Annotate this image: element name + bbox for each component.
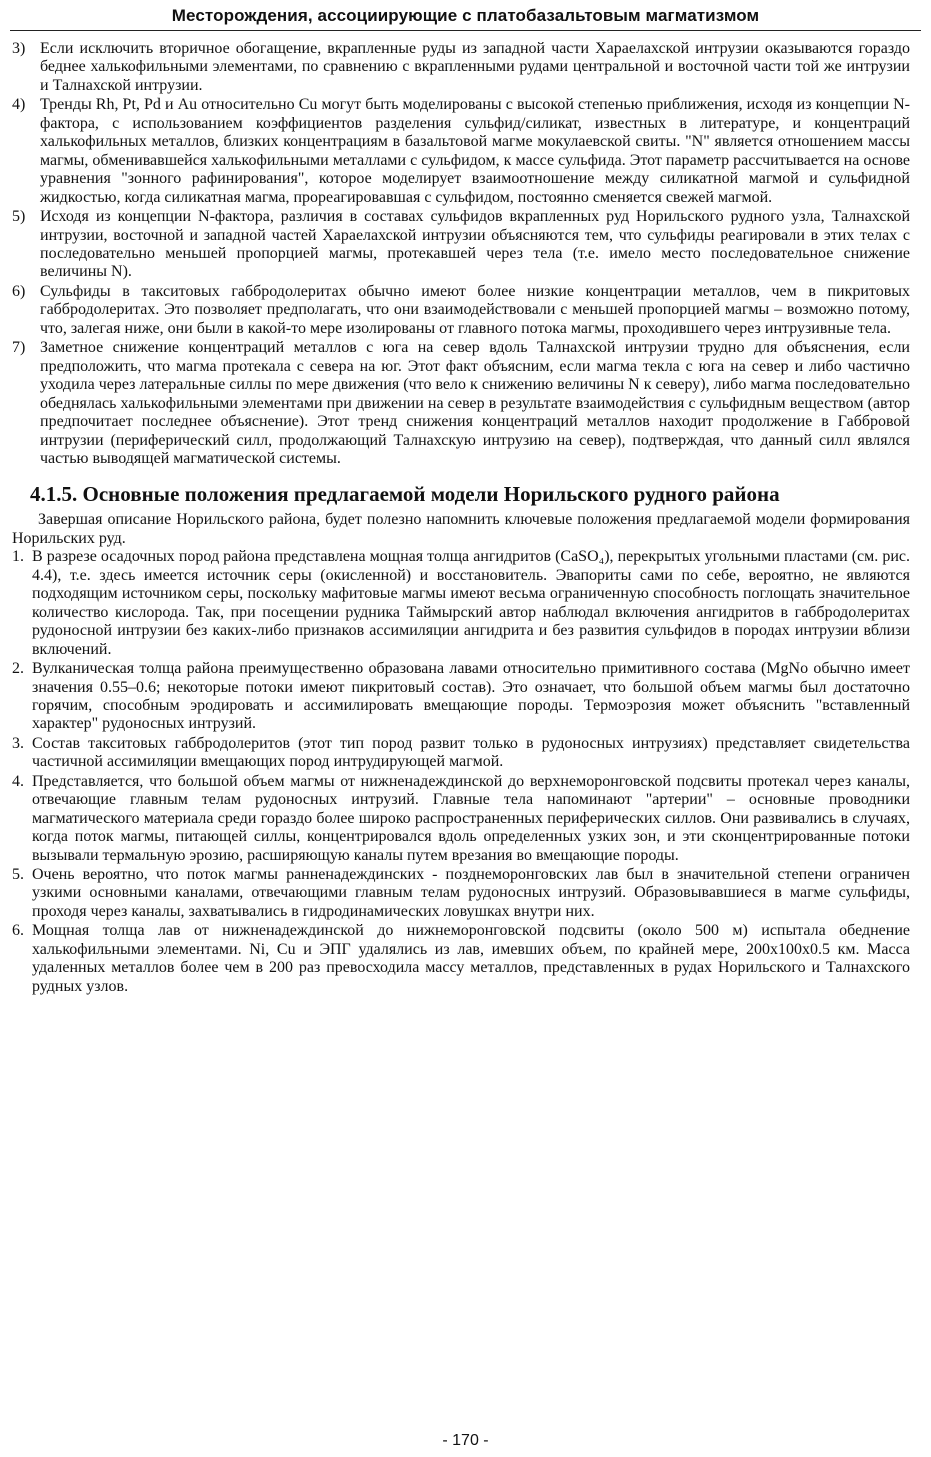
header-rule (10, 30, 921, 31)
page-body (12, 40, 910, 997)
item-number: 4) (12, 96, 26, 114)
list-item (12, 283, 910, 338)
page-number: - 170 - (442, 1432, 489, 1449)
item-number: 6. (12, 922, 24, 940)
running-head: Месторождения, ассоциирующие с платобазальтовым магматизмом (171, 6, 760, 25)
item-number: 6) (12, 282, 26, 300)
item-number: 3. (12, 734, 24, 752)
section-heading: 4.1.5. Основные положения предлагаемой модели Норильского рудного района (30, 482, 780, 507)
intro-paragraph: Завершая описание Норильского района, будет полезно напомнить ключевые положения предлагаемой модели формирования Норильских руд. (12, 511, 910, 547)
item-number: 5. (12, 866, 24, 884)
item-number: 3) (12, 40, 26, 57)
list-item (12, 773, 910, 865)
list-item (12, 548, 910, 659)
findings-list (12, 40, 910, 468)
item-text: Мощная толща лав от нижненадеждинской до нижнеморонговской подсвиты (около 500 м) испытала обеднение халькофильными элементами. Ni, Cu и ЭПГ удалялись из лав, имевших объем, по крайней мере, 200x100x0.5 км. Масса удаленных металлов более чем в 200 раз превосходила массу металлов, представленных в рудах Норильского и Талнахского рудных узлов. (32, 922, 910, 995)
list-item (12, 735, 910, 772)
list-item (12, 660, 910, 734)
item-number: 7) (12, 339, 26, 357)
item-text: Представляется, что большой объем магмы от нижненадеждинской до верхнеморонговской подсвиты протекал через каналы, отвечающие главным телам рудоносных интрузий. Главные тела напоминают "артерии" – основные проводники магматического материала среди гораздо более широко распространенных периферических силлов. Они развивались в случаях, когда поток магмы, питающей силлы, концентрировался вдоль определенных узких зон, и эти сконцентрированные потоки вызывали термальную эрозию, расширяющую каналы путем врезания во вмещающие породы. (32, 772, 910, 864)
item-number: 1. (12, 548, 24, 566)
item-text: Вулканическая толща района преимущественно образована лавами относительно примитивного состава (MgNo обычно имеет значения 0.55–0.6; некоторые потоки имеют пикритовый состав). Это означает, что большой объем магмы был достаточно горячим, способным эродировать и ассимилировать вмещающие породы. Термоэрозия может объяснить "вставленный характер" рудоносных интрузий. (32, 660, 910, 733)
list-item (12, 96, 910, 207)
list-item (12, 40, 910, 95)
item-text: Если исключить вторичное обогащение, вкрапленные руды из западной части Хараелахской интрузии оказываются гораздо беднее халькофильными элементами, по сравнению с вкрапленными рудами центральной и восточной части той же интрузии и Талнахской интрузии. (40, 40, 910, 94)
item-text: Сульфиды в такситовых габбродолеритах обычно имеют более низкие концентрации металлов, чем в пикритовых габбродолеритах. Это позволяет предполагать, что они взаимодействовали с меньшей пропорцией магмы – возможно потому, что, залегая ниже, они были в какой-то мере изолированы от главного потока магмы, проходившего через интрузивные тела. (40, 282, 910, 337)
item-text: Тренды Rh, Pt, Pd и Au относительно Cu могут быть моделированы с высокой степенью приближения, исходя из концепции N-фактора, с использованием коэффициентов разделения сульфид/силикат, известных в литературе, и концентраций халькофильных металлов, близких концентрациям в базальтовой магме мокулаевской свиты. "N" является отношением массы магмы, обменивавшейся халькофильными металлами с сульфидом, к массе сульфида. Этот параметр рассчитывается на основе уравнения "зонного рафинирования", которое моделирует взаимоотношение между силикатной магмой и сульфидной жидкостью, когда силикатная магма, прореагировавшая с сульфидом, постоянно сменяется свежей магмой. (40, 96, 910, 206)
list-item (12, 922, 910, 996)
item-text: В разрезе осадочных пород района представлена мощная толща ангидритов (CaSO₄), перекрытых угольными пластами (см. рис. 4.4), т.е. здесь имеется источник серы (окисленной) и восстановитель. Эвапориты сами по себе, вероятно, не являются подходящим источником серы, поскольку мафитовые магмы имеют весьма ограниченную способность поглощать значительное количество кислорода. Так, при посещении рудника Таймырский автор наблюдал включения ангидритов в габбродолеритах рудоносной интрузии без каких-либо признаков ассимиляции ангидрита и без развития сульфидов в породах интрузии вблизи включений. (32, 548, 910, 658)
item-number: 4. (12, 772, 24, 790)
list-item (12, 208, 910, 282)
item-text: Заметное снижение концентраций металлов с юга на север вдоль Талнахской интрузии трудно для объяснения, если предположить, что магма протекала с севера на юг. Этот факт объясним, если магма текла с юга на север и либо частично уходила через латеральные силлы по мере движения (что вело к снижению величины N к северу), либо магма последовательно обеднялась халькофильными элементами при движении на север в результате взаимодействия с сульфидным веществом (автор предпочитает последнее объяснение). Этот тренд снижения концентраций металлов находит продолжение в Габбровой интрузии (периферический силл, продолжающий Талнахскую интрузию на север), подтверждая, что данный силл являлся частью выводящей магматической системы. (40, 339, 910, 467)
list-item (12, 866, 910, 921)
item-text: Исходя из концепции N-фактора, различия в составах сульфидов вкрапленных руд Норильского рудного узла, Талнахской интрузии, восточной и западной частей Хараелахской интрузии объясняются тем, что сульфиды реагировали в этих телах с последовательно меньшей пропорцией магмы, протекавшей через тела (т.е. имело место последовательное снижение величины N). (40, 208, 910, 281)
item-text: Очень вероятно, что поток магмы ранненадеждинских - позднеморонговских лав был в значительной степени ограничен узкими основными каналами, отвечающими главным телам рудоносных интрузий. Образовывавшиеся в магме сульфиды, проходя через каналы, захватывались в гидродинамических ловушках внутри них. (32, 866, 910, 920)
list-item (12, 339, 910, 468)
item-number: 5) (12, 208, 26, 226)
item-number: 2. (12, 660, 24, 678)
item-text: Состав такситовых габбродолеритов (этот тип пород развит только в рудоносных интрузиях) представляет свидетельства частичной ассимиляции вмещающих пород интрудирующей магмой. (32, 734, 910, 771)
model-points-list (12, 548, 910, 996)
